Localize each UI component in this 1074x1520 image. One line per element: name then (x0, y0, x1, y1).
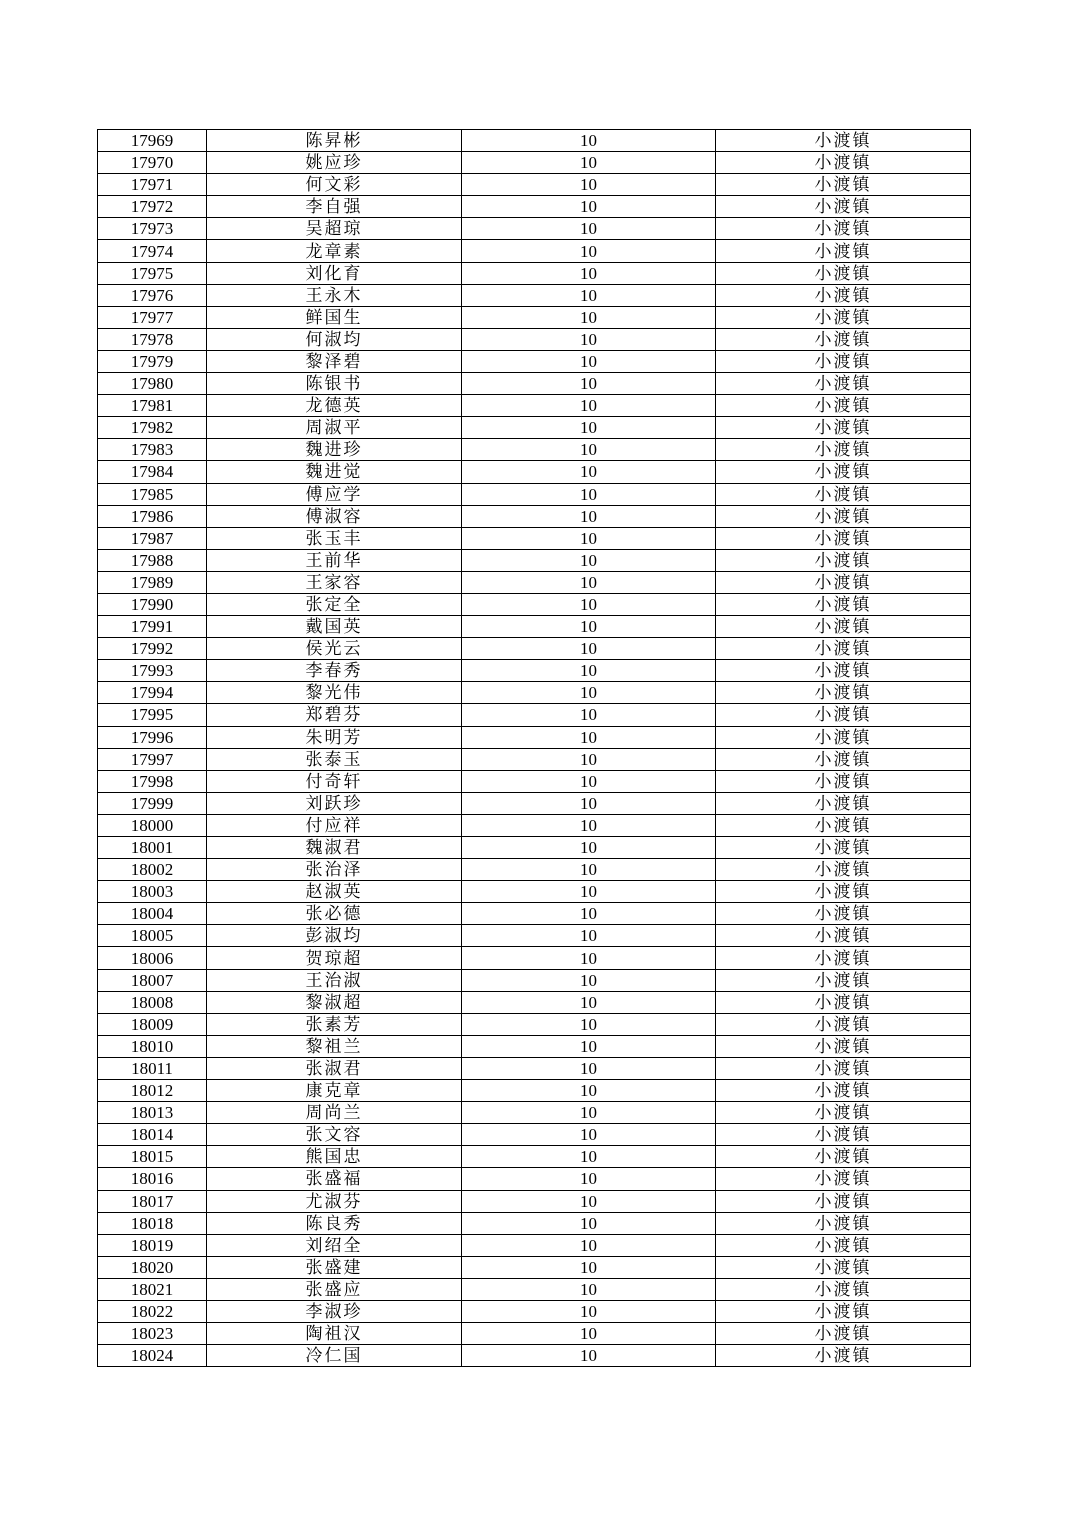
row-number-cell: 17993 (98, 660, 207, 682)
name-cell: 张盛建 (207, 1256, 462, 1278)
table-row (98, 947, 971, 969)
town-cell: 小渡镇 (716, 1035, 971, 1057)
name-cell: 张治泽 (207, 859, 462, 881)
row-number-cell: 17997 (98, 748, 207, 770)
row-number-cell: 17996 (98, 726, 207, 748)
amount-cell: 10 (462, 350, 716, 372)
name-cell: 王前华 (207, 549, 462, 571)
row-number-cell: 18020 (98, 1256, 207, 1278)
amount-cell: 10 (462, 240, 716, 262)
name-cell: 吴超琼 (207, 218, 462, 240)
row-number-cell: 18018 (98, 1212, 207, 1234)
row-number-cell: 17978 (98, 328, 207, 350)
row-number-cell: 17980 (98, 373, 207, 395)
town-cell: 小渡镇 (716, 306, 971, 328)
row-number-cell: 17979 (98, 350, 207, 372)
row-number-cell: 18007 (98, 969, 207, 991)
name-cell: 张淑君 (207, 1057, 462, 1079)
town-cell: 小渡镇 (716, 1146, 971, 1168)
town-cell: 小渡镇 (716, 395, 971, 417)
amount-cell: 10 (462, 439, 716, 461)
table-row (98, 284, 971, 306)
amount-cell: 10 (462, 1256, 716, 1278)
row-number-cell: 18023 (98, 1323, 207, 1345)
amount-cell: 10 (462, 704, 716, 726)
table-row (98, 306, 971, 328)
row-number-cell: 18022 (98, 1300, 207, 1322)
amount-cell: 10 (462, 174, 716, 196)
town-cell: 小渡镇 (716, 1124, 971, 1146)
row-number-cell: 18013 (98, 1102, 207, 1124)
amount-cell: 10 (462, 152, 716, 174)
table-row (98, 1300, 971, 1322)
town-cell: 小渡镇 (716, 571, 971, 593)
amount-cell: 10 (462, 461, 716, 483)
row-number-cell: 17974 (98, 240, 207, 262)
row-number-cell: 17975 (98, 262, 207, 284)
name-cell: 王治淑 (207, 969, 462, 991)
amount-cell: 10 (462, 1124, 716, 1146)
name-cell: 贺琼超 (207, 947, 462, 969)
table-row (98, 1057, 971, 1079)
table-row (98, 417, 971, 439)
town-cell: 小渡镇 (716, 726, 971, 748)
row-number-cell: 18014 (98, 1124, 207, 1146)
amount-cell: 10 (462, 1146, 716, 1168)
name-cell: 何淑均 (207, 328, 462, 350)
amount-cell: 10 (462, 947, 716, 969)
row-number-cell: 18000 (98, 814, 207, 836)
town-cell: 小渡镇 (716, 1190, 971, 1212)
name-cell: 康克章 (207, 1080, 462, 1102)
town-cell: 小渡镇 (716, 616, 971, 638)
row-number-cell: 17972 (98, 196, 207, 218)
town-cell: 小渡镇 (716, 1057, 971, 1079)
town-cell: 小渡镇 (716, 947, 971, 969)
table-row (98, 1168, 971, 1190)
town-cell: 小渡镇 (716, 1168, 971, 1190)
table-row (98, 726, 971, 748)
name-cell: 龙章素 (207, 240, 462, 262)
town-cell: 小渡镇 (716, 240, 971, 262)
name-cell: 熊国忠 (207, 1146, 462, 1168)
table-row (98, 240, 971, 262)
row-number-cell: 18012 (98, 1080, 207, 1102)
amount-cell: 10 (462, 505, 716, 527)
name-cell: 张盛福 (207, 1168, 462, 1190)
name-cell: 李春秀 (207, 660, 462, 682)
row-number-cell: 17976 (98, 284, 207, 306)
name-cell: 黎泽碧 (207, 350, 462, 372)
row-number-cell: 18002 (98, 859, 207, 881)
name-cell: 朱明芳 (207, 726, 462, 748)
table-row (98, 461, 971, 483)
name-cell: 张必德 (207, 903, 462, 925)
table-row (98, 1212, 971, 1234)
table-row (98, 837, 971, 859)
amount-cell: 10 (462, 1234, 716, 1256)
amount-cell: 10 (462, 903, 716, 925)
row-number-cell: 18005 (98, 925, 207, 947)
name-cell: 刘绍全 (207, 1234, 462, 1256)
table-row (98, 925, 971, 947)
name-cell: 张素芳 (207, 1013, 462, 1035)
table-row (98, 1124, 971, 1146)
town-cell: 小渡镇 (716, 859, 971, 881)
row-number-cell: 18015 (98, 1146, 207, 1168)
town-cell: 小渡镇 (716, 1212, 971, 1234)
town-cell: 小渡镇 (716, 461, 971, 483)
name-cell: 刘化育 (207, 262, 462, 284)
town-cell: 小渡镇 (716, 262, 971, 284)
amount-cell: 10 (462, 1102, 716, 1124)
amount-cell: 10 (462, 1345, 716, 1367)
amount-cell: 10 (462, 748, 716, 770)
town-cell: 小渡镇 (716, 837, 971, 859)
row-number-cell: 18006 (98, 947, 207, 969)
name-cell: 付应祥 (207, 814, 462, 836)
table-row (98, 1146, 971, 1168)
name-cell: 姚应珍 (207, 152, 462, 174)
town-cell: 小渡镇 (716, 350, 971, 372)
town-cell: 小渡镇 (716, 991, 971, 1013)
row-number-cell: 17999 (98, 792, 207, 814)
row-number-cell: 17982 (98, 417, 207, 439)
row-number-cell: 18008 (98, 991, 207, 1013)
table-row (98, 593, 971, 615)
row-number-cell: 17981 (98, 395, 207, 417)
row-number-cell: 17971 (98, 174, 207, 196)
name-cell: 张盛应 (207, 1278, 462, 1300)
row-number-cell: 17969 (98, 130, 207, 152)
name-cell: 陶祖汉 (207, 1323, 462, 1345)
amount-cell: 10 (462, 1300, 716, 1322)
town-cell: 小渡镇 (716, 792, 971, 814)
name-cell: 何文彩 (207, 174, 462, 196)
amount-cell: 10 (462, 1080, 716, 1102)
name-cell: 黎光伟 (207, 682, 462, 704)
amount-cell: 10 (462, 417, 716, 439)
table-row (98, 991, 971, 1013)
amount-cell: 10 (462, 571, 716, 593)
name-cell: 傅应学 (207, 483, 462, 505)
name-cell: 张文容 (207, 1124, 462, 1146)
table-row (98, 704, 971, 726)
town-cell: 小渡镇 (716, 196, 971, 218)
amount-cell: 10 (462, 969, 716, 991)
row-number-cell: 18019 (98, 1234, 207, 1256)
town-cell: 小渡镇 (716, 925, 971, 947)
table-row (98, 262, 971, 284)
town-cell: 小渡镇 (716, 1345, 971, 1367)
row-number-cell: 17998 (98, 770, 207, 792)
amount-cell: 10 (462, 527, 716, 549)
table-row (98, 483, 971, 505)
name-cell: 侯光云 (207, 638, 462, 660)
name-cell: 鲜国生 (207, 306, 462, 328)
amount-cell: 10 (462, 991, 716, 1013)
name-cell: 周尚兰 (207, 1102, 462, 1124)
town-cell: 小渡镇 (716, 682, 971, 704)
row-number-cell: 18004 (98, 903, 207, 925)
name-cell: 李自强 (207, 196, 462, 218)
town-cell: 小渡镇 (716, 549, 971, 571)
row-number-cell: 18011 (98, 1057, 207, 1079)
amount-cell: 10 (462, 1168, 716, 1190)
row-number-cell: 17973 (98, 218, 207, 240)
name-cell: 刘跃珍 (207, 792, 462, 814)
amount-cell: 10 (462, 1323, 716, 1345)
table-row (98, 218, 971, 240)
table-row (98, 859, 971, 881)
town-cell: 小渡镇 (716, 638, 971, 660)
amount-cell: 10 (462, 1057, 716, 1079)
table-row (98, 395, 971, 417)
town-cell: 小渡镇 (716, 748, 971, 770)
table-row (98, 527, 971, 549)
table-row (98, 1190, 971, 1212)
name-cell: 戴国英 (207, 616, 462, 638)
amount-cell: 10 (462, 792, 716, 814)
town-cell: 小渡镇 (716, 1300, 971, 1322)
name-cell: 陈良秀 (207, 1212, 462, 1234)
town-cell: 小渡镇 (716, 373, 971, 395)
name-cell: 彭淑均 (207, 925, 462, 947)
amount-cell: 10 (462, 1035, 716, 1057)
town-cell: 小渡镇 (716, 1102, 971, 1124)
name-cell: 魏进珍 (207, 439, 462, 461)
table-row (98, 1234, 971, 1256)
table-row (98, 1256, 971, 1278)
table-row (98, 616, 971, 638)
amount-cell: 10 (462, 881, 716, 903)
town-cell: 小渡镇 (716, 152, 971, 174)
name-cell: 李淑珍 (207, 1300, 462, 1322)
table-row (98, 174, 971, 196)
amount-cell: 10 (462, 814, 716, 836)
town-cell: 小渡镇 (716, 130, 971, 152)
amount-cell: 10 (462, 1278, 716, 1300)
town-cell: 小渡镇 (716, 770, 971, 792)
table-row (98, 1278, 971, 1300)
town-cell: 小渡镇 (716, 483, 971, 505)
town-cell: 小渡镇 (716, 1080, 971, 1102)
table-row (98, 1035, 971, 1057)
table-row (98, 1080, 971, 1102)
town-cell: 小渡镇 (716, 1323, 971, 1345)
amount-cell: 10 (462, 638, 716, 660)
amount-cell: 10 (462, 837, 716, 859)
table-row (98, 549, 971, 571)
name-cell: 魏淑君 (207, 837, 462, 859)
table-row (98, 770, 971, 792)
name-cell: 黎淑超 (207, 991, 462, 1013)
town-cell: 小渡镇 (716, 527, 971, 549)
table-row (98, 1102, 971, 1124)
amount-cell: 10 (462, 925, 716, 947)
table-row (98, 571, 971, 593)
town-cell: 小渡镇 (716, 1278, 971, 1300)
table-row (98, 1323, 971, 1345)
town-cell: 小渡镇 (716, 1234, 971, 1256)
row-number-cell: 17986 (98, 505, 207, 527)
name-cell: 尤淑芬 (207, 1190, 462, 1212)
name-cell: 冷仁国 (207, 1345, 462, 1367)
row-number-cell: 17989 (98, 571, 207, 593)
town-cell: 小渡镇 (716, 439, 971, 461)
amount-cell: 10 (462, 616, 716, 638)
town-cell: 小渡镇 (716, 218, 971, 240)
row-number-cell: 17970 (98, 152, 207, 174)
row-number-cell: 18009 (98, 1013, 207, 1035)
row-number-cell: 17977 (98, 306, 207, 328)
amount-cell: 10 (462, 196, 716, 218)
town-cell: 小渡镇 (716, 417, 971, 439)
row-number-cell: 17992 (98, 638, 207, 660)
name-cell: 陈昇彬 (207, 130, 462, 152)
name-cell: 付奇轩 (207, 770, 462, 792)
town-cell: 小渡镇 (716, 814, 971, 836)
amount-cell: 10 (462, 549, 716, 571)
town-cell: 小渡镇 (716, 593, 971, 615)
row-number-cell: 17995 (98, 704, 207, 726)
roster-table-body (98, 130, 971, 1367)
table-row (98, 1013, 971, 1035)
table-row (98, 638, 971, 660)
table-row (98, 439, 971, 461)
row-number-cell: 17991 (98, 616, 207, 638)
row-number-cell: 17990 (98, 593, 207, 615)
row-number-cell: 18017 (98, 1190, 207, 1212)
row-number-cell: 18021 (98, 1278, 207, 1300)
table-row (98, 682, 971, 704)
table-row (98, 903, 971, 925)
amount-cell: 10 (462, 130, 716, 152)
table-row (98, 792, 971, 814)
table-row (98, 660, 971, 682)
amount-cell: 10 (462, 593, 716, 615)
table-row (98, 130, 971, 152)
row-number-cell: 17988 (98, 549, 207, 571)
table-row (98, 328, 971, 350)
town-cell: 小渡镇 (716, 660, 971, 682)
amount-cell: 10 (462, 859, 716, 881)
amount-cell: 10 (462, 660, 716, 682)
table-row (98, 1345, 971, 1367)
table-row (98, 969, 971, 991)
amount-cell: 10 (462, 284, 716, 306)
row-number-cell: 17983 (98, 439, 207, 461)
amount-cell: 10 (462, 373, 716, 395)
name-cell: 张定全 (207, 593, 462, 615)
town-cell: 小渡镇 (716, 903, 971, 925)
table-row (98, 350, 971, 372)
name-cell: 龙德英 (207, 395, 462, 417)
row-number-cell: 17987 (98, 527, 207, 549)
amount-cell: 10 (462, 1190, 716, 1212)
amount-cell: 10 (462, 483, 716, 505)
name-cell: 赵淑英 (207, 881, 462, 903)
table-row (98, 881, 971, 903)
name-cell: 王永木 (207, 284, 462, 306)
amount-cell: 10 (462, 1212, 716, 1234)
row-number-cell: 18016 (98, 1168, 207, 1190)
town-cell: 小渡镇 (716, 969, 971, 991)
name-cell: 郑碧芬 (207, 704, 462, 726)
name-cell: 周淑平 (207, 417, 462, 439)
amount-cell: 10 (462, 682, 716, 704)
name-cell: 魏进觉 (207, 461, 462, 483)
amount-cell: 10 (462, 770, 716, 792)
town-cell: 小渡镇 (716, 174, 971, 196)
row-number-cell: 18010 (98, 1035, 207, 1057)
amount-cell: 10 (462, 328, 716, 350)
name-cell: 黎祖兰 (207, 1035, 462, 1057)
row-number-cell: 18001 (98, 837, 207, 859)
name-cell: 张玉丰 (207, 527, 462, 549)
amount-cell: 10 (462, 395, 716, 417)
town-cell: 小渡镇 (716, 704, 971, 726)
row-number-cell: 18003 (98, 881, 207, 903)
town-cell: 小渡镇 (716, 881, 971, 903)
row-number-cell: 17985 (98, 483, 207, 505)
amount-cell: 10 (462, 218, 716, 240)
table-row (98, 196, 971, 218)
town-cell: 小渡镇 (716, 1013, 971, 1035)
amount-cell: 10 (462, 306, 716, 328)
name-cell: 傅淑容 (207, 505, 462, 527)
town-cell: 小渡镇 (716, 328, 971, 350)
name-cell: 王家容 (207, 571, 462, 593)
row-number-cell: 18024 (98, 1345, 207, 1367)
amount-cell: 10 (462, 726, 716, 748)
name-cell: 张泰玉 (207, 748, 462, 770)
table-row (98, 152, 971, 174)
table-row (98, 814, 971, 836)
roster-table (97, 129, 971, 1367)
name-cell: 陈银书 (207, 373, 462, 395)
town-cell: 小渡镇 (716, 505, 971, 527)
amount-cell: 10 (462, 1013, 716, 1035)
town-cell: 小渡镇 (716, 284, 971, 306)
amount-cell: 10 (462, 262, 716, 284)
row-number-cell: 17984 (98, 461, 207, 483)
town-cell: 小渡镇 (716, 1256, 971, 1278)
row-number-cell: 17994 (98, 682, 207, 704)
table-row (98, 373, 971, 395)
table-row (98, 505, 971, 527)
table-row (98, 748, 971, 770)
